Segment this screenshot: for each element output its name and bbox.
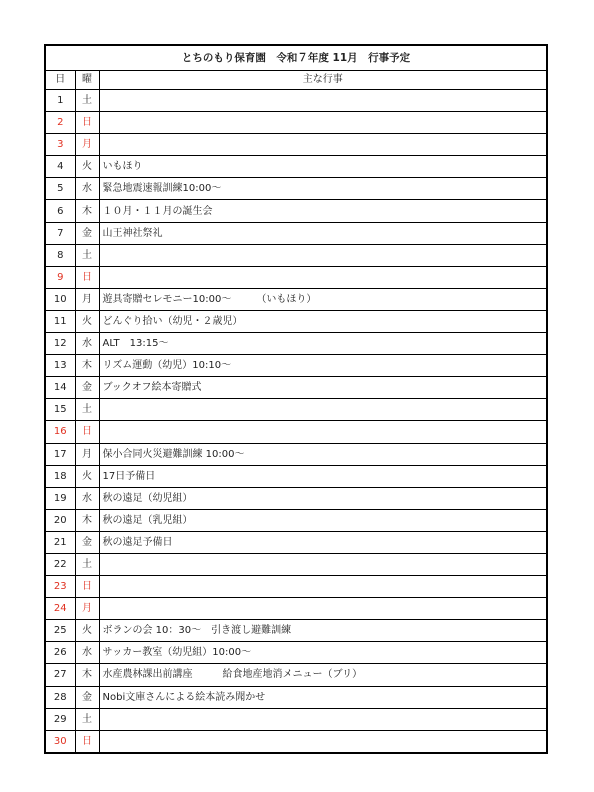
weekday-cell: 日 — [75, 266, 99, 288]
day-cell: 20 — [45, 509, 75, 531]
table-row — [45, 509, 547, 531]
table-row — [45, 222, 547, 244]
header-event: 主な行事 — [99, 71, 547, 90]
table-row — [45, 266, 547, 288]
weekday-cell: 金 — [75, 222, 99, 244]
day-cell: 24 — [45, 598, 75, 620]
day-cell: 30 — [45, 730, 75, 753]
weekday-cell: 月 — [75, 443, 99, 465]
event-cell: どんぐり拾い（幼児・２歳児） — [99, 310, 547, 332]
day-cell: 23 — [45, 576, 75, 598]
table-row — [45, 487, 547, 509]
table-row — [45, 112, 547, 134]
weekday-cell: 土 — [75, 90, 99, 112]
event-cell — [99, 576, 547, 598]
table-row — [45, 576, 547, 598]
day-cell: 25 — [45, 620, 75, 642]
table-row — [45, 686, 547, 708]
event-cell: 秋の遠足予備日 — [99, 531, 547, 553]
table-row — [45, 377, 547, 399]
event-cell: 保小合同火災避難訓練 10:00～ — [99, 443, 547, 465]
event-cell: 山王神社祭礼 — [99, 222, 547, 244]
day-cell: 11 — [45, 310, 75, 332]
weekday-cell: 日 — [75, 730, 99, 753]
event-cell — [99, 730, 547, 753]
weekday-cell: 火 — [75, 310, 99, 332]
day-cell: 2 — [45, 112, 75, 134]
day-cell: 28 — [45, 686, 75, 708]
weekday-cell: 月 — [75, 288, 99, 310]
weekday-cell: 木 — [75, 355, 99, 377]
weekday-cell: 土 — [75, 244, 99, 266]
event-cell: いもほり — [99, 156, 547, 178]
weekday-cell: 金 — [75, 377, 99, 399]
table-row — [45, 333, 547, 355]
weekday-cell: 木 — [75, 509, 99, 531]
table-row — [45, 730, 547, 753]
weekday-cell: 水 — [75, 333, 99, 355]
day-cell: 15 — [45, 399, 75, 421]
event-cell: ALT 13:15～ — [99, 333, 547, 355]
table-row — [45, 465, 547, 487]
day-cell: 10 — [45, 288, 75, 310]
event-cell: 水産農林課出前講座 給食地産地消メニュー（ブリ） — [99, 664, 547, 686]
header-row — [45, 71, 547, 90]
event-cell: 秋の遠足（幼児組） — [99, 487, 547, 509]
event-cell: ブックオフ絵本寄贈式 — [99, 377, 547, 399]
weekday-cell: 土 — [75, 553, 99, 575]
table-row — [45, 598, 547, 620]
weekday-cell: 火 — [75, 465, 99, 487]
table-row — [45, 288, 547, 310]
day-cell: 17 — [45, 443, 75, 465]
event-cell: 緊急地震速報訓練10:00～ — [99, 178, 547, 200]
schedule-table — [44, 44, 548, 754]
weekday-cell: 金 — [75, 686, 99, 708]
header-dow: 曜 — [75, 71, 99, 90]
event-cell — [99, 553, 547, 575]
day-cell: 27 — [45, 664, 75, 686]
weekday-cell: 木 — [75, 200, 99, 222]
day-cell: 22 — [45, 553, 75, 575]
table-row — [45, 443, 547, 465]
weekday-cell: 日 — [75, 421, 99, 443]
day-cell: 16 — [45, 421, 75, 443]
weekday-cell: 火 — [75, 620, 99, 642]
table-row — [45, 642, 547, 664]
day-cell: 26 — [45, 642, 75, 664]
event-cell — [99, 244, 547, 266]
event-cell: リズム運動（幼児）10:10～ — [99, 355, 547, 377]
day-cell: 6 — [45, 200, 75, 222]
page-title: とちのもり保育園 令和７年度 11月 行事予定 — [45, 45, 547, 71]
day-cell: 12 — [45, 333, 75, 355]
weekday-cell: 月 — [75, 134, 99, 156]
day-cell: 14 — [45, 377, 75, 399]
table-row — [45, 178, 547, 200]
weekday-cell: 月 — [75, 598, 99, 620]
day-cell: 13 — [45, 355, 75, 377]
day-cell: 4 — [45, 156, 75, 178]
day-cell: 9 — [45, 266, 75, 288]
table-row — [45, 531, 547, 553]
event-cell — [99, 266, 547, 288]
event-cell — [99, 399, 547, 421]
table-row — [45, 664, 547, 686]
event-cell — [99, 112, 547, 134]
table-row — [45, 355, 547, 377]
event-cell: １０月・１１月の誕生会 — [99, 200, 547, 222]
weekday-cell: 水 — [75, 487, 99, 509]
header-day: 日 — [45, 71, 75, 90]
weekday-cell: 土 — [75, 708, 99, 730]
day-cell: 19 — [45, 487, 75, 509]
day-cell: 7 — [45, 222, 75, 244]
day-cell: 1 — [45, 90, 75, 112]
title-row — [45, 45, 547, 71]
day-cell: 5 — [45, 178, 75, 200]
schedule-sheet — [44, 44, 548, 754]
event-cell — [99, 90, 547, 112]
day-cell: 8 — [45, 244, 75, 266]
event-cell: Nobi文庫さんによる絵本読み聞かせ — [99, 686, 547, 708]
event-cell: サッカー教室（幼児組）10:00～ — [99, 642, 547, 664]
weekday-cell: 火 — [75, 156, 99, 178]
event-cell: 秋の遠足（乳児組） — [99, 509, 547, 531]
event-cell — [99, 134, 547, 156]
table-row — [45, 244, 547, 266]
event-cell: 遊具寄贈セレモニー10:00～ （いもほり） — [99, 288, 547, 310]
event-cell — [99, 708, 547, 730]
event-cell: 17日予備日 — [99, 465, 547, 487]
table-row — [45, 421, 547, 443]
weekday-cell: 水 — [75, 178, 99, 200]
table-row — [45, 553, 547, 575]
weekday-cell: 日 — [75, 576, 99, 598]
table-row — [45, 620, 547, 642]
table-row — [45, 200, 547, 222]
table-row — [45, 310, 547, 332]
weekday-cell: 水 — [75, 642, 99, 664]
day-cell: 3 — [45, 134, 75, 156]
event-cell — [99, 421, 547, 443]
table-row — [45, 156, 547, 178]
table-row — [45, 708, 547, 730]
table-row — [45, 90, 547, 112]
weekday-cell: 金 — [75, 531, 99, 553]
day-cell: 21 — [45, 531, 75, 553]
weekday-cell: 土 — [75, 399, 99, 421]
event-cell: ボランの会 10：30～ 引き渡し避難訓練 — [99, 620, 547, 642]
day-cell: 18 — [45, 465, 75, 487]
table-row — [45, 134, 547, 156]
day-cell: 29 — [45, 708, 75, 730]
weekday-cell: 木 — [75, 664, 99, 686]
weekday-cell: 日 — [75, 112, 99, 134]
table-row — [45, 399, 547, 421]
event-cell — [99, 598, 547, 620]
